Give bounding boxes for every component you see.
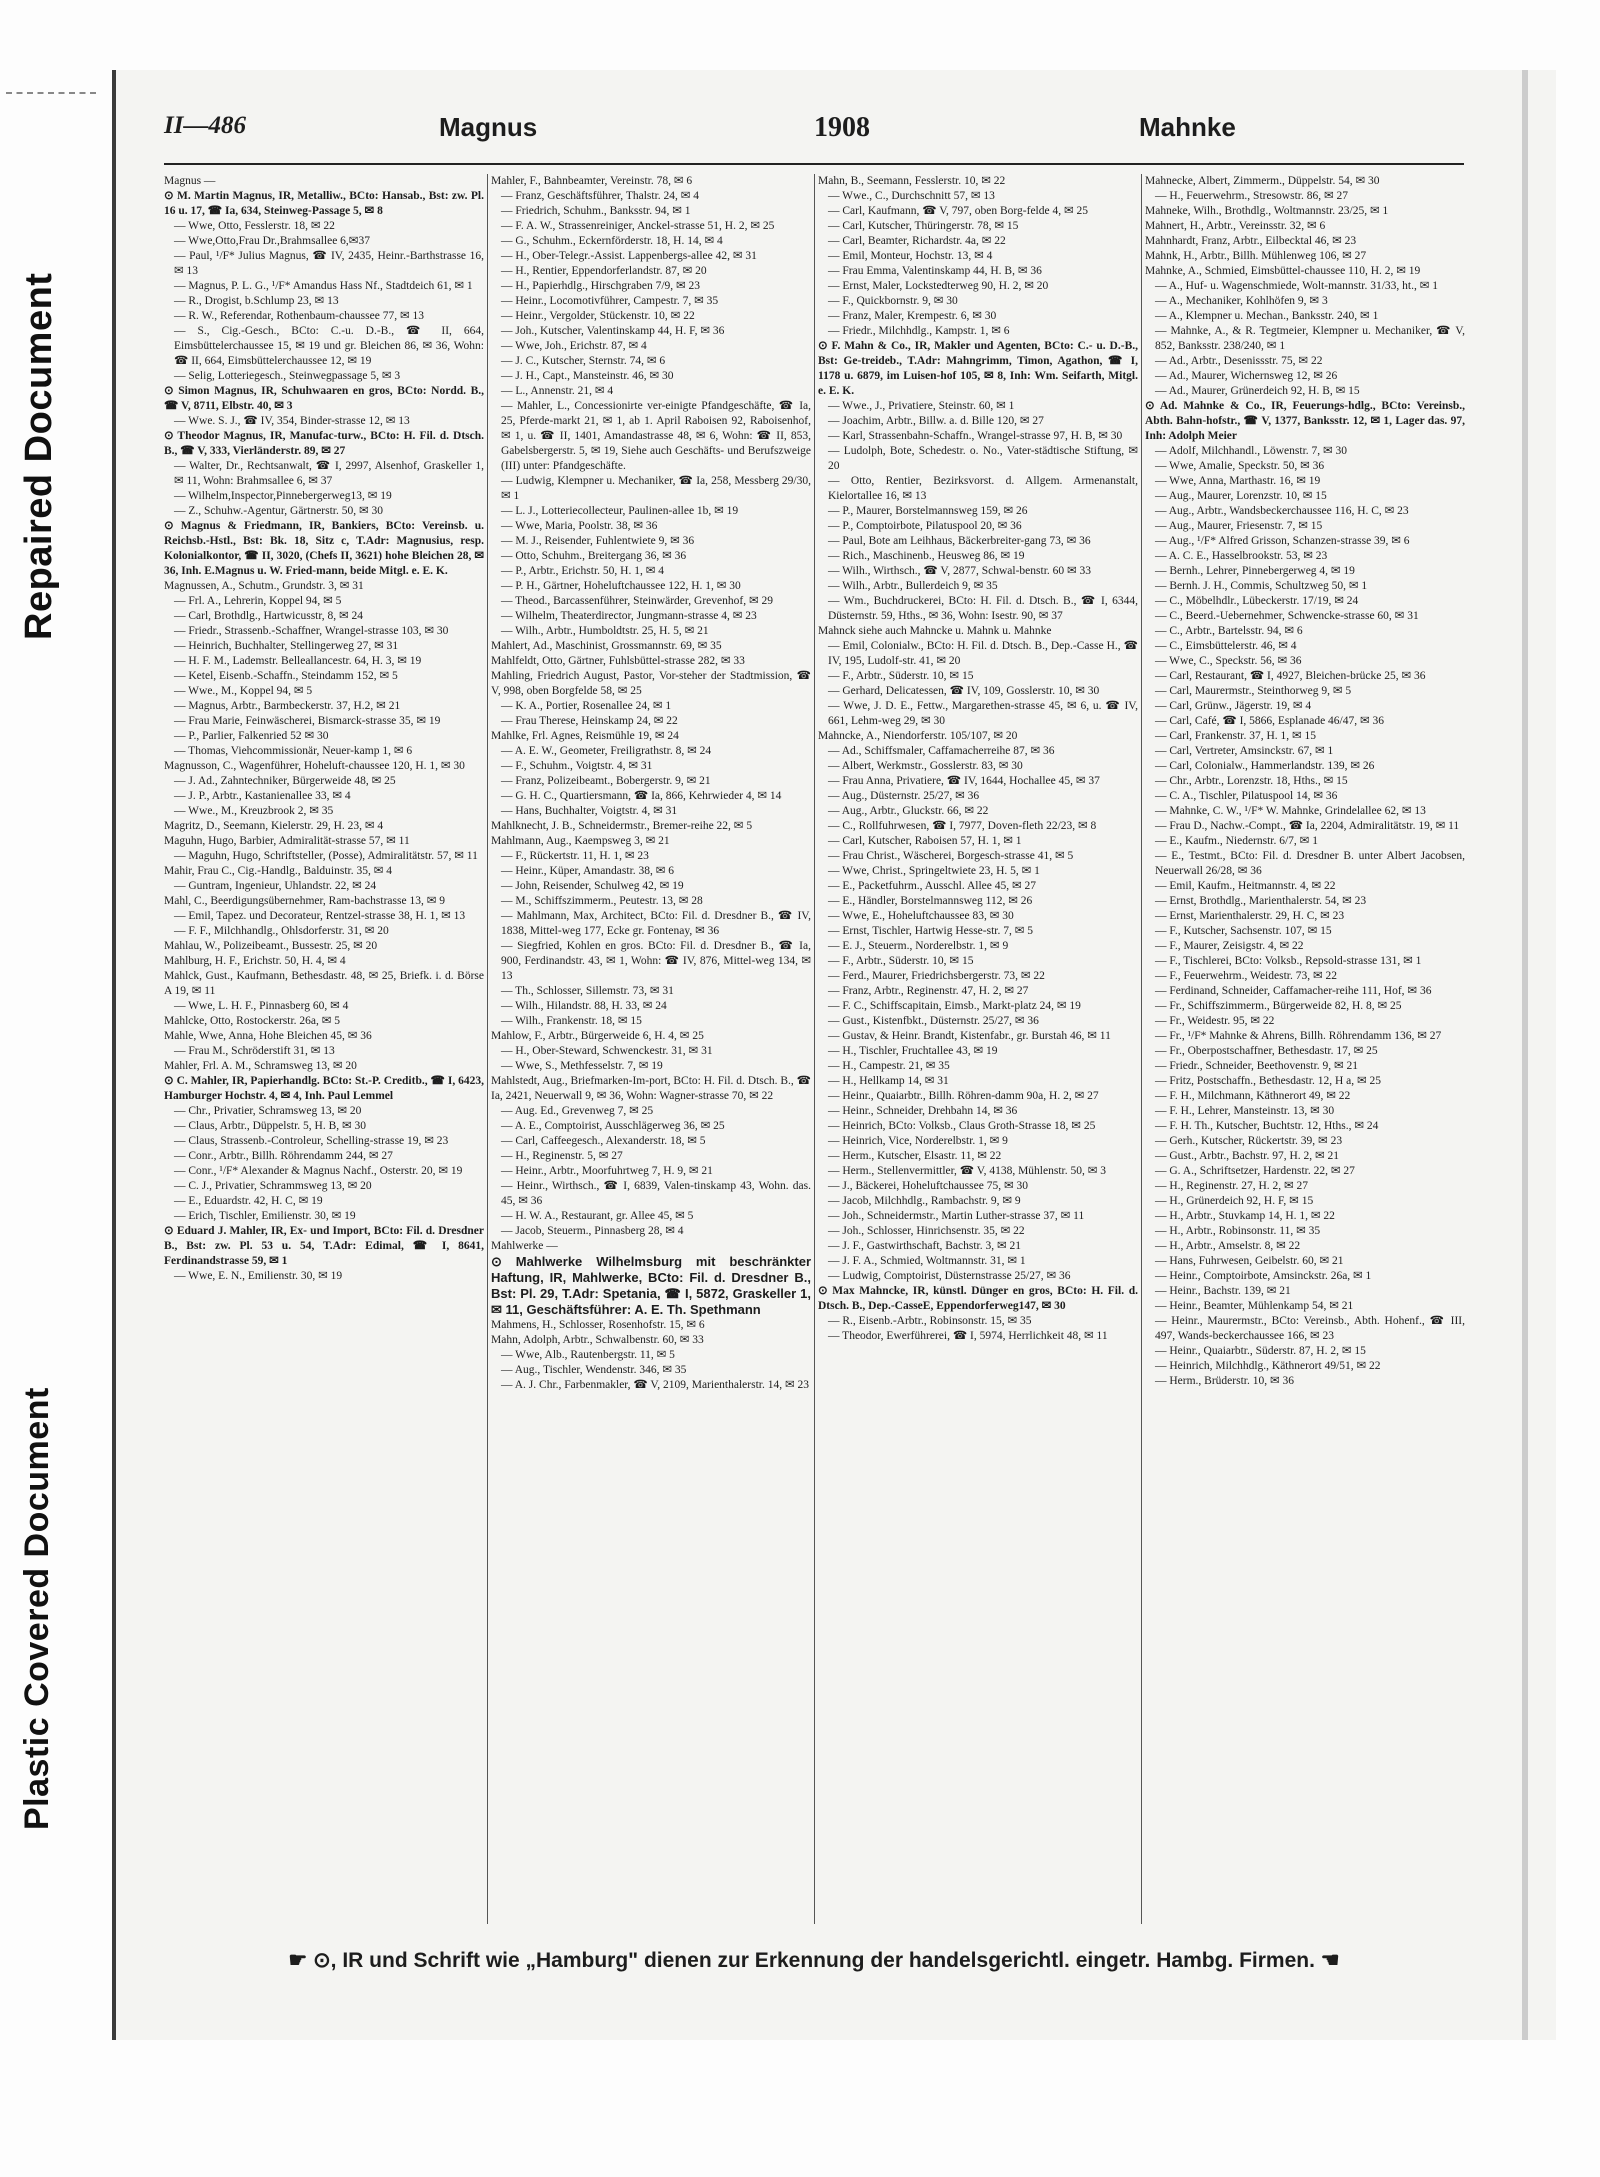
directory-entry: — Bernh., Lehrer, Pinnebergerweg 4, ✉ 19 (1155, 565, 1355, 577)
directory-entry: — Claus, Strassenb.-Controleur, Schelling-strasse 19, ✉ 23 (174, 1135, 449, 1147)
directory-entry: — L., Annenstr. 21, ✉ 4 (501, 385, 614, 397)
directory-entry: — Ad., Maurer, Grünerdeich 92, H. B, ✉ 15 (1155, 385, 1360, 397)
directory-entry: — Ludwig, Comptoirist, Düsternstrasse 25/27, ✉ 36 (828, 1270, 1071, 1282)
directory-entry: — Franz, Arbtr., Reginenstr. 47, H. 2, ✉ 27 (828, 985, 1029, 997)
directory-entry: Mahneke, Wilh., Brothdlg., Woltmannstr. 23/25, ✉ 1 (1145, 205, 1389, 217)
directory-entry: ⊙ Eduard J. Mahler, IR, Ex- und Import, BCto: Fil. d. Dresdner B., Bst: zw. Pl. 53 u. 54, T.Adr: Edimal, ☎ I, 8641, Ferdinandstrasse 59, ✉ 1 (164, 1225, 484, 1267)
directory-entry: — Ernst, Tischler, Hartwig Hesse-str. 7, ✉ 5 (828, 925, 1033, 937)
side-label-plastic-covered: Plastic Covered Document (18, 1387, 56, 1830)
directory-entry: — H., Feuerwehrm., Stresowstr. 86, ✉ 27 (1155, 190, 1348, 202)
directory-entry: — Wilhelm,Inspector,Pinnebergerweg13, ✉ 19 (174, 490, 392, 502)
directory-entry: — Fr., Schiffszimmerm., Bürgerweide 82, H. 8, ✉ 25 (1155, 1000, 1402, 1012)
directory-entry: Mahnhardt, Franz, Arbtr., Eilbecktal 46, ✉ 23 (1145, 235, 1357, 247)
directory-entry: — C., Eimsbüttelerstr. 46, ✉ 4 (1155, 640, 1297, 652)
directory-entry: — Carl, Restaurant, ☎ I, 4927, Bleichen-brücke 25, ✉ 36 (1155, 670, 1426, 682)
directory-entry: — C., Beerd.-Uebernehmer, Schwencke-strasse 60, ✉ 31 (1155, 610, 1419, 622)
directory-entry: — Ad., Arbtr., Desenissstr. 75, ✉ 22 (1155, 355, 1323, 367)
directory-entry: — J. C., Kutscher, Sternstr. 74, ✉ 6 (501, 355, 666, 367)
directory-entry: Mahncke, A., Niendorferstr. 105/107, ✉ 20 (818, 730, 1018, 742)
directory-entry: — Joh., Schlosser, Hinrichsenstr. 35, ✉ 22 (828, 1225, 1025, 1237)
directory-entry: — Ad., Maurer, Wichernsweg 12, ✉ 26 (1155, 370, 1338, 382)
directory-entry: — Fr., Oberpostschaffner, Bethesdastr. 17, ✉ 25 (1155, 1045, 1378, 1057)
directory-entry: — F. F., Milchhandlg., Ohlsdorferstr. 31, ✉ 20 (174, 925, 389, 937)
directory-entry: — Ernst, Brothdlg., Marienthalerstr. 54, ✉ 23 (1155, 895, 1367, 907)
directory-entry: — L. J., Lotteriecollecteur, Paulinen-allee 1b, ✉ 19 (501, 505, 739, 517)
directory-entry: — Joh., Schneidermstr., Martin Luther-strasse 37, ✉ 11 (828, 1210, 1085, 1222)
directory-entry: — Wwe, L. H. F., Pinnasberg 60, ✉ 4 (174, 1000, 349, 1012)
directory-entry: — Gust., Kistenfbkt., Düsternstr. 25/27, ✉ 36 (828, 1015, 1039, 1027)
directory-entry: — Wwe, J. D. E., Fettw., Margarethen-strasse 45, ✉ 6, u. ☎ IV, 661, Lehm-weg 29, ✉ 30 (828, 700, 1138, 727)
page-header (164, 112, 1504, 156)
directory-entry: — Frl. A., Lehrerin, Koppel 94, ✉ 5 (174, 595, 342, 607)
directory-entry: — Adolf, Milchhandl., Löwenstr. 7, ✉ 30 (1155, 445, 1348, 457)
directory-entry: Mahmens, H., Schlosser, Rosenhofstr. 15, ✉ 6 (491, 1319, 705, 1331)
directory-entry: — Ludwig, Klempner u. Mechaniker, ☎ Ia, 258, Messberg 29/30, ✉ 1 (501, 475, 811, 502)
directory-entry: — Heinr., Wirthsch., ☎ I, 6839, Valen-tinskamp 43, Wohn. das. 45, ✉ 36 (501, 1180, 811, 1207)
directory-entry: — F. A. W., Strassenreiniger, Anckel-strasse 51, H. 2, ✉ 25 (501, 220, 775, 232)
directory-entry: — Wilh., Hilandstr. 88, H. 33, ✉ 24 (501, 1000, 667, 1012)
directory-entry: — Wwe, C., Speckstr. 56, ✉ 36 (1155, 655, 1302, 667)
directory-entry: Mahler, F., Bahnbeamter, Vereinstr. 78, ✉ 6 (491, 175, 693, 187)
directory-entry: — Wwe, Maria, Poolstr. 38, ✉ 36 (501, 520, 658, 532)
directory-entry: Mahlke, Frl. Agnes, Reismühle 19, ✉ 24 (491, 730, 679, 742)
directory-entry: — Friedr., Schneider, Beethovenstr. 9, ✉ 21 (1155, 1060, 1359, 1072)
directory-entry: — F., Feuerwehrm., Weidestr. 73, ✉ 22 (1155, 970, 1337, 982)
directory-entry: — Gerhard, Delicatessen, ☎ IV, 109, Gosslerstr. 10, ✉ 30 (828, 685, 1100, 697)
directory-entry: — Carl, Frankenstr. 37, H. 1, ✉ 15 (1155, 730, 1317, 742)
directory-entry: — Mahnke, A., & R. Tegtmeier, Klempner u. Mechaniker, ☎ V, 852, Banksstr. 238/240, ✉ 1 (1155, 325, 1465, 352)
directory-entry: ⊙ Magnus & Friedmann, IR, Bankiers, BCto: Vereinsb. u. Reichsb.-Hstl., Bst: Bk. 18, Sitz c, T.Adr: Magnusius, resp. Kolonialkontor, ☎ II, 3020, (Chefs II, 3621) hohe Bleichen 28, ✉ 36, Inh. E.Magnus u. W. Fried-mann, beide Mitgl. e. E. K. (164, 520, 484, 577)
directory-entry: — Heinr., Küper, Amandastr. 38, ✉ 6 (501, 865, 675, 877)
directory-entry: — Gerh., Kutscher, Rückertstr. 39, ✉ 23 (1155, 1135, 1343, 1147)
directory-entry: — Wwe., M., Kreuzbrook 2, ✉ 35 (174, 805, 334, 817)
directory-entry: — Joachim, Arbtr., Billw. a. d. Bille 120, ✉ 27 (828, 415, 1044, 427)
directory-entry: — Frau Marie, Feinwäscherei, Bismarck-strasse 35, ✉ 19 (174, 715, 441, 727)
directory-entry: ⊙ F. Mahn & Co., IR, Makler und Agenten, BCto: C.- u. D.-B., Bst: Ge-treideb., T.Adr: Mahngrimm, Timon, Agathon, ☎ I, 1178 u. 6879, im Luisen-hof 105, ✉ 8, Inh: Wm. Seifarth, Mitgl. e. E. K. (818, 340, 1138, 397)
directory-entry: — P., Maurer, Borstelmannsweg 159, ✉ 26 (828, 505, 1028, 517)
directory-entry: Mahlwerke — (491, 1240, 558, 1252)
directory-entry: — Th., Schlosser, Sillemstr. 73, ✉ 31 (501, 985, 674, 997)
directory-entry: Mahnecke, Albert, Zimmerm., Düppelstr. 54, ✉ 30 (1145, 175, 1380, 187)
directory-entry: — A. J. Chr., Farbenmakler, ☎ V, 2109, Marienthalerstr. 14, ✉ 23 (501, 1379, 809, 1391)
directory-entry: Mahnke, A., Schmied, Eimsbüttel-chaussee 110, H. 2, ✉ 19 (1145, 265, 1421, 277)
column-4 (1145, 174, 1465, 1924)
side-label-repaired: Repaired Document (18, 272, 60, 640)
directory-entry: — Frau D., Nachw.-Compt., ☎ Ia, 2204, Admiralitätstr. 19, ✉ 11 (1155, 820, 1460, 832)
directory-entry: — Carl, Vertreter, Amsinckstr. 67, ✉ 1 (1155, 745, 1334, 757)
directory-entry: — Albert, Werkmstr., Gosslerstr. 83, ✉ 30 (828, 760, 1023, 772)
directory-entry: — E., Packetfuhrm., Ausschl. Allee 45, ✉ 27 (828, 880, 1036, 892)
directory-entry: — Heinr., Comptoirbote, Amsinckstr. 26a, ✉ 1 (1155, 1270, 1372, 1282)
directory-entry: Mahlcke, Otto, Rostockerstr. 26a, ✉ 5 (164, 1015, 341, 1027)
directory-entry: — Heinr., Quaiarbtr., Billh. Röhren-damm 90a, H. 2, ✉ 27 (828, 1090, 1099, 1102)
directory-entry: Mahn, Adolph, Arbtr., Schwalbenstr. 60, ✉ 33 (491, 1334, 704, 1346)
directory-entry: — P., Arbtr., Erichstr. 50, H. 1, ✉ 4 (501, 565, 664, 577)
directory-entry: — Wwe, S., Methfesselstr. 7, ✉ 19 (501, 1060, 663, 1072)
page-number: II—486 (164, 112, 246, 139)
directory-entry: — Wilh., Wirthsch., ☎ V, 2877, Schwal-benstr. 60 ✉ 33 (828, 565, 1092, 577)
directory-entry: — Paul, ¹/F* Julius Magnus, ☎ IV, 2435, Heinr.-Barthstrasse 16, ✉ 13 (174, 250, 484, 277)
directory-entry: — Guntram, Ingenieur, Uhlandstr. 22, ✉ 24 (174, 880, 377, 892)
directory-entry: — F. H. Th., Kutscher, Buchtstr. 12, Hths., ✉ 24 (1155, 1120, 1379, 1132)
column-3 (818, 174, 1138, 1924)
directory-entry: — C. A., Tischler, Pilatuspool 14, ✉ 36 (1155, 790, 1338, 802)
directory-entry: — H. W. A., Restaurant, gr. Allee 45, ✉ 5 (501, 1210, 694, 1222)
directory-entry: — Magnus, Arbtr., Barmbeckerstr. 37, H.2, ✉ 21 (174, 700, 401, 712)
directory-entry: — H., Reginenstr. 27, H. 2, ✉ 27 (1155, 1180, 1309, 1192)
directory-entry: — Carl, Kutscher, Thüringerstr. 78, ✉ 15 (828, 220, 1019, 232)
directory-entry: — M. J., Reisender, Fuhlentwiete 9, ✉ 36 (501, 535, 695, 547)
page-edge (1522, 70, 1528, 2040)
directory-entry: — Ludolph, Bote, Schedestr. o. No., Vater-städtische Stiftung, ✉ 20 (828, 445, 1138, 472)
directory-entry: Mahlstedt, Aug., Briefmarken-Im-port, BCto: H. Fil. d. Dtsch. B., ☎ Ia, 2421, Neuerwall 9, ✉ 36, Wohn: Wagner-strasse 70, ✉ 22 (491, 1075, 811, 1102)
directory-entry: — Carl, Beamter, Richardstr. 4a, ✉ 22 (828, 235, 1006, 247)
directory-entry: — Carl, Kutscher, Raboisen 57, H. 1, ✉ 1 (828, 835, 1022, 847)
directory-entry: — Aug., Tischler, Wendenstr. 346, ✉ 35 (501, 1364, 687, 1376)
directory-entry: — Heinrich, Vice, Norderelbstr. 1, ✉ 9 (828, 1135, 1008, 1147)
directory-entry: ⊙ Ad. Mahnke & Co., IR, Feuerungs-hdlg., BCto: Vereinsb., Abth. Bahn-hofstr., ☎ V, 1377, Banksstr. 12, ✉ 1, Lager das. 97, Inh: Adolph Meier (1145, 400, 1465, 442)
directory-entry: — H. F. M., Lademstr. Belleallancestr. 64, H. 3, ✉ 19 (174, 655, 422, 667)
directory-entry: — K. A., Portier, Rosenallee 24, ✉ 1 (501, 700, 672, 712)
directory-entry: Mahling, Friedrich August, Pastor, Vor-steher der Stadtmission, ☎ V, 998, oben Borgfelde 58, ✉ 25 (491, 670, 811, 697)
directory-entry: — H., Arbtr., Stuvkamp 14, H. 1, ✉ 22 (1155, 1210, 1335, 1222)
directory-entry: — Hans, Buchhalter, Voigtstr. 4, ✉ 31 (501, 805, 678, 817)
directory-entry: — Karl, Strassenbahn-Schaffn., Wrangel-strasse 97, H. B, ✉ 30 (828, 430, 1123, 442)
directory-entry: — E., Kaufm., Niedernstr. 6/7, ✉ 1 (1155, 835, 1318, 847)
directory-entry: — Carl, Brothdlg., Hartwicusstr, 8, ✉ 24 (174, 610, 364, 622)
directory-entry: — Heinr., Schneider, Drehbahn 14, ✉ 36 (828, 1105, 1018, 1117)
directory-entry: — Wwe, Amalie, Speckstr. 50, ✉ 36 (1155, 460, 1325, 472)
directory-entry: — Franz, Geschäftsführer, Thalstr. 24, ✉ 4 (501, 190, 700, 202)
directory-entry: — H., Campestr. 21, ✉ 35 (828, 1060, 950, 1072)
directory-entry: — Jacob, Milchhdlg., Rambachstr. 9, ✉ 9 (828, 1195, 1021, 1207)
directory-entry: — Carl, Caffeegesch., Alexanderstr. 18, ✉ 5 (501, 1135, 706, 1147)
directory-entry: — Gust., Arbtr., Bachstr. 97, H. 2, ✉ 21 (1155, 1150, 1340, 1162)
directory-entry: — E., Testmt., BCto: Fil. d. Dresdner B. unter Albert Jacobsen, Neuerwall 26/28, ✉ 36 (1155, 850, 1465, 877)
directory-entry: — Emil, Kaufm., Heitmannstr. 4, ✉ 22 (1155, 880, 1336, 892)
directory-entry: — H., Grünerdeich 92, H. F, ✉ 15 (1155, 1195, 1314, 1207)
directory-entry: — Wwe, Alb., Rautenbergstr. 11, ✉ 5 (501, 1349, 675, 1361)
directory-entry: — H., Rentier, Eppendorferlandstr. 87, ✉ 20 (501, 265, 707, 277)
directory-entry: — C., Möbelhdlr., Lübeckerstr. 17/19, ✉ 24 (1155, 595, 1359, 607)
directory-entry: Mahir, Frau C., Cig.-Handlg., Balduinstr. 35, ✉ 4 (164, 865, 392, 877)
column-1 (164, 174, 484, 1924)
directory-entry: — J. H., Capt., Mansteinstr. 46, ✉ 30 (501, 370, 674, 382)
directory-entry: — C. J., Privatier, Schrammsweg 13, ✉ 20 (174, 1180, 372, 1192)
directory-entry: — Siegfried, Kohlen en gros. BCto: Fil. d. Dresdner B., ☎ Ia, 900, Ferdinandstr. 43, ✉ 1, Wohn: ☎ IV, 876, Mittel-weg 134, ✉ 13 (501, 940, 811, 982)
column-divider (1141, 174, 1142, 1924)
directory-entry: — Friedr., Strassenb.-Schaffner, Wrangel-strasse 103, ✉ 30 (174, 625, 449, 637)
directory-entry: — Wwe., M., Koppel 94, ✉ 5 (174, 685, 313, 697)
directory-entry: — Thomas, Viehcommissionär, Neuer-kamp 1, ✉ 6 (174, 745, 413, 757)
directory-entry: — Wwe., J., Privatiere, Steinstr. 60, ✉ 1 (828, 400, 1015, 412)
column-2 (491, 174, 811, 1924)
directory-entry: Mahlfeldt, Otto, Gärtner, Fuhlsbüttel-strasse 282, ✉ 33 (491, 655, 745, 667)
directory-entry: — Claus, Arbtr., Düppelstr. 5, H. B, ✉ 30 (174, 1120, 367, 1132)
directory-entry: Mahlert, Ad., Maschinist, Grossmannstr. 69, ✉ 35 (491, 640, 722, 652)
directory-entry: — Herm., Stellenvermittler, ☎ V, 4138, Mühlenstr. 50, ✉ 3 (828, 1165, 1106, 1177)
directory-entry: — Z., Schuhw.-Agentur, Gärtnerstr. 50, ✉ 30 (174, 505, 384, 517)
directory-entry: — A., Huf- u. Wagenschmiede, Wolt-mannstr. 31/33, ht., ✉ 1 (1155, 280, 1439, 292)
directory-entry: — E., Händler, Borstelmannsweg 112, ✉ 26 (828, 895, 1033, 907)
directory-entry: — Aug., Maurer, Lorenzstr. 10, ✉ 15 (1155, 490, 1327, 502)
directory-entry: — Erich, Tischler, Emilienstr. 30, ✉ 19 (174, 1210, 356, 1222)
directory-entry: — E. J., Steuerm., Norderelbstr. 1, ✉ 9 (828, 940, 1009, 952)
directory-entry: — R., Drogist, b.Schlump 23, ✉ 13 (174, 295, 339, 307)
directory-entry: — Franz, Maler, Krempestr. 6, ✉ 30 (828, 310, 997, 322)
directory-entry: Magnusson, C., Wagenführer, Hoheluft-chaussee 120, H. 1, ✉ 30 (164, 760, 465, 772)
directory-entry: — H., Hellkamp 14, ✉ 31 (828, 1075, 949, 1087)
directory-entry: — F., Tischlerei, BCto: Volksb., Repsold-strasse 131, ✉ 1 (1155, 955, 1422, 967)
directory-entry: — J., Bäckerei, Hoheluftchaussee 75, ✉ 30 (828, 1180, 1028, 1192)
directory-entry: — Frau Christ., Wäscherei, Borgesch-strasse 41, ✉ 5 (828, 850, 1074, 862)
directory-entry: — Ketel, Eisenb.-Schaffn., Steindamm 152, ✉ 5 (174, 670, 398, 682)
directory-entry: — G., Schuhm., Eckernförderstr. 18, H. 14, ✉ 4 (501, 235, 723, 247)
directory-entry: — Frau Emma, Valentinskamp 44, H. B, ✉ 36 (828, 265, 1042, 277)
column-divider (487, 174, 488, 1924)
directory-entry: — Jacob, Steuerm., Pinnasberg 28, ✉ 4 (501, 1225, 684, 1237)
directory-entry: — Walter, Dr., Rechtsanwalt, ☎ I, 2997, Alsenhof, Graskeller 1, ✉ 11, Wohn: Brahmsallee 6, ✉ 37 (174, 460, 484, 487)
directory-entry: — F., Schuhm., Voigtstr. 4, ✉ 31 (501, 760, 653, 772)
directory-entry: — Conr., Arbtr., Billh. Röhrendamm 244, ✉ 27 (174, 1150, 393, 1162)
directory-entry: — H., Ober-Steward, Schwenckestr. 31, ✉ 31 (501, 1045, 713, 1057)
directory-entry: — Magnus, P. L. G., ¹/F* Amandus Hass Nf., Stadtdeich 61, ✉ 1 (174, 280, 473, 292)
header-rule (164, 163, 1464, 165)
directory-entry: ⊙ Max Mahncke, IR, künstl. Dünger en gros, BCto: H. Fil. d. Dtsch. B., Dep.-CasseE, Eppendorferweg147, ✉ 30 (818, 1285, 1138, 1312)
directory-entry: — Ferd., Maurer, Friedrichsbergerstr. 73, ✉ 22 (828, 970, 1045, 982)
directory-entry: — Wwe, Otto, Fesslerstr. 18, ✉ 22 (174, 220, 335, 232)
directory-entry: — Frau M., Schröderstift 31, ✉ 13 (174, 1045, 335, 1057)
column-divider (814, 174, 815, 1924)
directory-entry: — H., Reginenstr. 5, ✉ 27 (501, 1150, 623, 1162)
directory-entry: — Mahlmann, Max, Architect, BCto: Fil. d. Dresdner B., ☎ IV, 1838, Mittel-weg 177, Ecke gr. Fontenay, ✉ 36 (501, 910, 811, 937)
directory-entry: — F., Arbtr., Süderstr. 10, ✉ 15 (828, 670, 974, 682)
directory-entry: — Ad., Schiffsmaler, Caffamacherreihe 87, ✉ 36 (828, 745, 1055, 757)
directory-entry: — Wilhelm, Theaterdirector, Jungmann-strasse 4, ✉ 23 (501, 610, 757, 622)
directory-entry: Mahl, C., Beerdigungsübernehmer, Ram-bachstrasse 13, ✉ 9 (164, 895, 445, 907)
directory-entry: — Aug., Arbtr., Gluckstr. 66, ✉ 22 (828, 805, 989, 817)
directory-entry: — Friedrich, Schuhm., Banksstr. 94, ✉ 1 (501, 205, 691, 217)
directory-entry: — Carl, Kaufmann, ☎ V, 797, oben Borg-felde 4, ✉ 25 (828, 205, 1088, 217)
directory-entry: — F., Maurer, Zeisigstr. 4, ✉ 22 (1155, 940, 1304, 952)
directory-entry: — Rich., Maschinenb., Heusweg 86, ✉ 19 (828, 550, 1025, 562)
directory-entry: ⊙ Mahlwerke Wilhelmsburg mit beschränkter Haftung, IR, Mahlwerke, BCto: Fil. d. Dresdner B., Bst: Pl. 29, T.Adr: Spetania, ☎ I, 5872, Graskeller 1, ✉ 11, Geschäftsführer: A. E. Th. Spethmann (491, 1254, 811, 1317)
directory-entry: — H., Tischler, Fruchtallee 43, ✉ 19 (828, 1045, 998, 1057)
directory-entry: — Carl, Grünw., Jägerstr. 19, ✉ 4 (1155, 700, 1312, 712)
directory-entry: — A., Mechaniker, Kohlhöfen 9, ✉ 3 (1155, 295, 1328, 307)
directory-entry: Mahlmann, Aug., Kaempsweg 3, ✉ 21 (491, 835, 670, 847)
directory-entry: — Emil, Monteur, Hochstr. 13, ✉ 4 (828, 250, 993, 262)
directory-entry: — Fr., Weidestr. 95, ✉ 22 (1155, 1015, 1275, 1027)
directory-entry: — A. C. E., Hasselbrookstr. 53, ✉ 23 (1155, 550, 1328, 562)
directory-entry: ⊙ M. Martin Magnus, IR, Metalliw., BCto: Hansab., Bst: zw. Pl. 16 u. 17, ☎ Ia, 634, Steinweg-Passage 5, ✉ 8 (164, 190, 484, 217)
directory-entry: — H., Arbtr., Amselstr. 8, ✉ 22 (1155, 1240, 1301, 1252)
directory-page (112, 70, 1556, 2040)
directory-entry: Mahn, B., Seemann, Fesslerstr. 10, ✉ 22 (818, 175, 1006, 187)
directory-entry: — Wwe, Christ., Springeltwiete 23, H. 5, ✉ 1 (828, 865, 1040, 877)
directory-entry: — Wilh., Arbtr., Bullerdeich 9, ✉ 35 (828, 580, 998, 592)
directory-entry: — Mahnke, C. W., ¹/F* W. Mahnke, Grindelallee 62, ✉ 13 (1155, 805, 1426, 817)
directory-entry: — Aug., Düsternstr. 25/27, ✉ 36 (828, 790, 980, 802)
directory-entry: — Chr., Arbtr., Lorenzstr. 18, Hths., ✉ 15 (1155, 775, 1348, 787)
directory-entry: — Herm., Brüderstr. 10, ✉ 36 (1155, 1375, 1294, 1387)
directory-entry: — Chr., Privatier, Schramsweg 13, ✉ 20 (174, 1105, 362, 1117)
directory-entry: — S., Cig.-Gesch., BCto: C.-u. D.-B., ☎ II, 664, Eimsbüttelerchaussee 15, ✉ 19 und gr. Bleichen 86, ✉ 36, Wohn: ☎ II, 664, Eimsbüttelerchaussee 12, ✉ 19 (174, 325, 484, 367)
directory-entry: — Heinr., Quaiarbtr., Süderstr. 87, H. 2, ✉ 15 (1155, 1345, 1366, 1357)
directory-entry: Mahnert, H., Arbtr., Vereinsstr. 32, ✉ 6 (1145, 220, 1326, 232)
directory-entry: — H., Arbtr., Robinsonstr. 11, ✉ 35 (1155, 1225, 1321, 1237)
directory-entry: — F., Arbtr., Süderstr. 10, ✉ 15 (828, 955, 974, 967)
directory-entry: — A. E., Comptoirist, Ausschlägerweg 36, ✉ 25 (501, 1120, 725, 1132)
directory-entry: — Heinr., Locomotivführer, Campestr. 7, ✉ 35 (501, 295, 719, 307)
directory-entry: — J. F., Gastwirthschaft, Bachstr. 3, ✉ 21 (828, 1240, 1022, 1252)
cut-marker (6, 92, 96, 94)
directory-entry: — Emil, Colonialw., BCto: H. Fil. d. Dtsch. B., Dep.-Casse H., ☎ IV, 195, Ludolf-str. 41, ✉ 20 (828, 640, 1138, 667)
directory-entry: — Aug., ¹/F* Alfred Grisson, Schanzen-strasse 39, ✉ 6 (1155, 535, 1410, 547)
directory-entry: — Paul, Bote am Leihhaus, Bäckerbreiter-gang 73, ✉ 36 (828, 535, 1091, 547)
directory-entry: — F., Rückertstr. 11, H. 1, ✉ 23 (501, 850, 649, 862)
directory-entry: — Wwe, Anna, Marthastr. 16, ✉ 19 (1155, 475, 1321, 487)
directory-entry: — Emil, Tapez. und Decorateur, Rentzel-strasse 38, H. 1, ✉ 13 (174, 910, 466, 922)
directory-entry: — Theodor, Ewerführerei, ☎ I, 5974, Herrlichkeit 48, ✉ 11 (828, 1330, 1108, 1342)
directory-entry: — J. F. A., Schmied, Woltmannstr. 31, ✉ 1 (828, 1255, 1026, 1267)
directory-entry: — M., Schiffszimmerm., Peutestr. 13, ✉ 28 (501, 895, 703, 907)
directory-entry: Maguhn, Hugo, Barbier, Admiralität-strasse 57, ✉ 11 (164, 835, 410, 847)
directory-entry: — A. E. W., Geometer, Freiligrathstr. 8, ✉ 24 (501, 745, 712, 757)
directory-entry: Mahler, Frl. A. M., Schramsweg 13, ✉ 20 (164, 1060, 357, 1072)
header-year: 1908 (814, 112, 870, 143)
directory-entry: — Theod., Barcassenführer, Steinwärder, Grevenhof, ✉ 29 (501, 595, 773, 607)
directory-entry: — E., Eduardstr. 42, H. C, ✉ 19 (174, 1195, 323, 1207)
directory-entry: — F., Kutscher, Sachsenstr. 107, ✉ 15 (1155, 925, 1332, 937)
header-last-name: Mahnke (1139, 112, 1236, 142)
directory-entry: — Frau Therese, Heinskamp 24, ✉ 22 (501, 715, 678, 727)
directory-entry: — Friedr., Milchhdlg., Kampstr. 1, ✉ 6 (828, 325, 1010, 337)
directory-entry: — Fritz, Postschaffn., Bethesdastr. 12, H a, ✉ 25 (1155, 1075, 1381, 1087)
directory-entry: — P. H., Gärtner, Hoheluftchaussee 122, H. 1, ✉ 30 (501, 580, 741, 592)
directory-entry: Magnus — (164, 175, 216, 187)
directory-entry: — Gustav, & Heinr. Brandt, Kistenfabr., gr. Burstah 46, ✉ 11 (828, 1030, 1111, 1042)
directory-entry: — Otto, Rentier, Bezirksvorst. d. Allgem. Armenanstalt, Kielortallee 16, ✉ 13 (828, 475, 1138, 502)
directory-entry: — H., Papierhdlg., Hirschgraben 7/9, ✉ 23 (501, 280, 701, 292)
directory-entry: — Frau Anna, Privatiere, ☎ IV, 1644, Hochallee 45, ✉ 37 (828, 775, 1100, 787)
header-first-name: Magnus (439, 112, 538, 142)
directory-entry: — Carl, Colonialw., Hammerlandstr. 139, ✉ 26 (1155, 760, 1375, 772)
directory-entry: — Wwe,Otto,Frau Dr.,Brahmsallee 6,✉37 (174, 235, 370, 247)
directory-entry: — R. W., Referendar, Rothenbaum-chaussee 77, ✉ 13 (174, 310, 424, 322)
directory-entry: — R., Eisenb.-Arbtr., Robinsonstr. 15, ✉ 35 (828, 1315, 1032, 1327)
directory-entry: — Ferdinand, Schneider, Caffamacher-reihe 111, Hof, ✉ 36 (1155, 985, 1432, 997)
directory-entry: Mahle, Wwe, Anna, Hohe Bleichen 45, ✉ 36 (164, 1030, 372, 1042)
directory-entry: — Wilh., Frankenstr. 18, ✉ 15 (501, 1015, 642, 1027)
directory-entry: — Mahler, L., Concessionirte ver-einigte Pfandgeschäfte, ☎ Ia, 25, Pferde-markt 21, ✉ 1, ab 1. April Raboisen 92, Raboisenhof, ✉ 1, u. ☎ II, 1401, Amandastrasse 48, ✉ 6, Wohn: ☎ II, 853, Gabelsbergerstr. 5, ✉ 19, Siehe auch Geschäfts- und Berufszweige (III) unter: Pfandgeschäfte. (501, 400, 811, 472)
directory-entry: — Heinrich, BCto: Volksb., Claus Groth-Strasse 18, ✉ 25 (828, 1120, 1096, 1132)
directory-entry: — Conr., ¹/F* Alexander & Magnus Nachf., Osterstr. 20, ✉ 19 (174, 1165, 463, 1177)
directory-entry: — J. P., Arbtr., Kastanienallee 33, ✉ 4 (174, 790, 351, 802)
directory-entry: — F. H., Lehrer, Mansteinstr. 13, ✉ 30 (1155, 1105, 1335, 1117)
directory-entry: — J. Ad., Zahntechniker, Bürgerweide 48, ✉ 25 (174, 775, 396, 787)
directory-entry: — Heinr., Vergolder, Stückenstr. 10, ✉ 22 (501, 310, 695, 322)
directory-entry: Mahlknecht, J. B., Schneidermstr., Bremer-reihe 22, ✉ 5 (491, 820, 753, 832)
directory-entry: — P., Parlier, Falkenried 52 ✉ 30 (174, 730, 329, 742)
directory-entry: — Joh., Kutscher, Valentinskamp 44, H. F, ✉ 36 (501, 325, 725, 337)
directory-entry: — C., Arbtr., Bartelsstr. 94, ✉ 6 (1155, 625, 1303, 637)
directory-entry: Magnussen, A., Schutm., Grundstr. 3, ✉ 31 (164, 580, 364, 592)
directory-entry: — Hans, Fuhrwesen, Geibelstr. 60, ✉ 21 (1155, 1255, 1344, 1267)
directory-entry: — F., Quickbornstr. 9, ✉ 30 (828, 295, 958, 307)
directory-entry: — Aug., Maurer, Friesenstr. 7, ✉ 15 (1155, 520, 1323, 532)
directory-entry: ⊙ Simon Magnus, IR, Schuhwaaren en gros, BCto: Nordd. B., ☎ V, 8711, Elbstr. 40, ✉ 3 (164, 385, 484, 412)
directory-entry: — Selig, Lotteriegesch., Steinwegpassage 5, ✉ 3 (174, 370, 401, 382)
directory-entry: — P., Comptoirbote, Pilatuspool 20, ✉ 36 (828, 520, 1022, 532)
directory-entry: — Ernst, Maler, Lockstedterweg 90, H. 2, ✉ 20 (828, 280, 1049, 292)
directory-entry: — Wwe, E. N., Emilienstr. 30, ✉ 19 (174, 1270, 343, 1282)
directory-entry: — Bernh. J. H., Commis, Schultzweg 50, ✉ 1 (1155, 580, 1368, 592)
directory-entry: — F. C., Schiffscapitain, Eimsb., Markt-platz 24, ✉ 19 (828, 1000, 1081, 1012)
pointing-hand-right-icon: ☚ (1320, 1949, 1340, 1972)
directory-entry: — Wwe, E., Hoheluftchaussee 83, ✉ 30 (828, 910, 1014, 922)
directory-entry: — G. H. C., Quartiersmann, ☎ Ia, 866, Kehrwieder 4, ✉ 14 (501, 790, 782, 802)
directory-entry: — Wwe, Joh., Erichstr. 87, ✉ 4 (501, 340, 647, 352)
directory-entry: — Heinr., Arbtr., Moorfuhrtweg 7, H. 9, ✉ 21 (501, 1165, 713, 1177)
directory-entry: ⊙ C. Mahler, IR, Papierhandlg. BCto: St.-P. Creditb., ☎ I, 6423, Hamburger Hochstr. 4, ✉ 4, Inh. Paul Lemmel (164, 1075, 484, 1102)
directory-entry: — C., Rollfuhrwesen, ☎ I, 7977, Doven-fleth 22/23, ✉ 8 (828, 820, 1097, 832)
directory-entry: — Carl, Maurermstr., Steinthorweg 9, ✉ 5 (1155, 685, 1352, 697)
directory-entry: — Herm., Kutscher, Elsastr. 11, ✉ 22 (828, 1150, 1002, 1162)
directory-entry: — Wwe., C., Durchschnitt 57, ✉ 13 (828, 190, 995, 202)
directory-entry: Mahlck, Gust., Kaufmann, Bethesdastr. 48, ✉ 25, Briefk. i. d. Börse A 19, ✉ 11 (164, 970, 484, 997)
directory-entry: ⊙ Theodor Magnus, IR, Manufac-turw., BCto: H. Fil. d. Dtsch. B., ☎ V, 333, Vierländerstr. 89, ✉ 27 (164, 430, 484, 457)
directory-entry: — Heinr., Maurermstr., BCto: Vereinsb., Abth. Hohenf., ☎ III, 497, Wands-beckerchaussee 166, ✉ 23 (1155, 1315, 1465, 1342)
directory-entry: — Otto, Schuhm., Breitergang 36, ✉ 36 (501, 550, 687, 562)
directory-columns (164, 174, 1464, 1924)
directory-entry: Mahlow, F., Arbtr., Bürgerweide 6, H. 4, ✉ 25 (491, 1030, 704, 1042)
directory-entry: — H., Ober-Telegr.-Assist. Lappenbergs-allee 42, ✉ 31 (501, 250, 757, 262)
directory-entry: — A., Klempner u. Mechan., Banksstr. 240, ✉ 1 (1155, 310, 1379, 322)
directory-entry: Mahlburg, H. F., Erichstr. 50, H. 4, ✉ 4 (164, 955, 346, 967)
directory-entry: — Franz, Polizeibeamt., Bobergerstr. 9, ✉ 21 (501, 775, 711, 787)
directory-entry: — Carl, Café, ☎ I, 5866, Esplanade 46/47, ✉ 36 (1155, 715, 1385, 727)
directory-entry: — Aug., Arbtr., Wandsbeckerchaussee 116, H. C, ✉ 23 (1155, 505, 1409, 517)
directory-entry: — Heinr., Bachstr. 139, ✉ 21 (1155, 1285, 1291, 1297)
page-footer (164, 1948, 1464, 1978)
directory-entry: — Maguhn, Hugo, Schriftsteller, (Posse), Admiralitätstr. 57, ✉ 11 (174, 850, 478, 862)
directory-entry: — Aug. Ed., Grevenweg 7, ✉ 25 (501, 1105, 654, 1117)
directory-entry: — Fr., ¹/F* Mahnke & Ahrens, Billh. Röhrendamm 136, ✉ 27 (1155, 1030, 1442, 1042)
directory-entry: — F. H., Milchmann, Käthnerort 49, ✉ 22 (1155, 1090, 1351, 1102)
pointing-hand-left-icon: ☛ (288, 1949, 308, 1972)
directory-entry: Magritz, D., Seemann, Kielerstr. 29, H. 23, ✉ 4 (164, 820, 384, 832)
directory-entry: — Wwe. S. J., ☎ IV, 354, Binder-strasse 12, ✉ 13 (174, 415, 410, 427)
directory-entry: Mahnck siehe auch Mahncke u. Mahnk u. Mahnke (818, 625, 1052, 637)
directory-entry: — John, Reisender, Schulweg 42, ✉ 19 (501, 880, 684, 892)
directory-entry: Mahlau, W., Polizeibeamt., Bussestr. 25, ✉ 20 (164, 940, 378, 952)
directory-entry: — Ernst, Marienthalerstr. 29, H. C, ✉ 23 (1155, 910, 1345, 922)
directory-entry: Mahnk, H., Arbtr., Billh. Mühlenweg 106, ✉ 27 (1145, 250, 1367, 262)
directory-entry: — Heinr., Beamter, Mühlenkamp 54, ✉ 21 (1155, 1300, 1354, 1312)
directory-entry: — Wilh., Arbtr., Humboldtstr. 25, H. 5, ✉ 21 (501, 625, 709, 637)
footer-note: ⊙, IR und Schrift wie „Hamburg" dienen zur Erkennung der handelsgerichtl. eingetr. Hambg. Firmen. (313, 1949, 1315, 1972)
directory-entry: — Wm., Buchdruckerei, BCto: H. Fil. d. Dtsch. B., ☎ I, 6344, Düsternstr. 59, Hths., ✉ 36, Wohn: Isestr. 90, ✉ 37 (828, 595, 1138, 622)
directory-entry: — Heinrich, Milchhdlg., Käthnerort 49/51, ✉ 22 (1155, 1360, 1381, 1372)
directory-entry: — G. A., Schriftsetzer, Hardenstr. 22, ✉ 27 (1155, 1165, 1355, 1177)
directory-entry: — Heinrich, Buchhalter, Stellingerweg 27, ✉ 31 (174, 640, 399, 652)
